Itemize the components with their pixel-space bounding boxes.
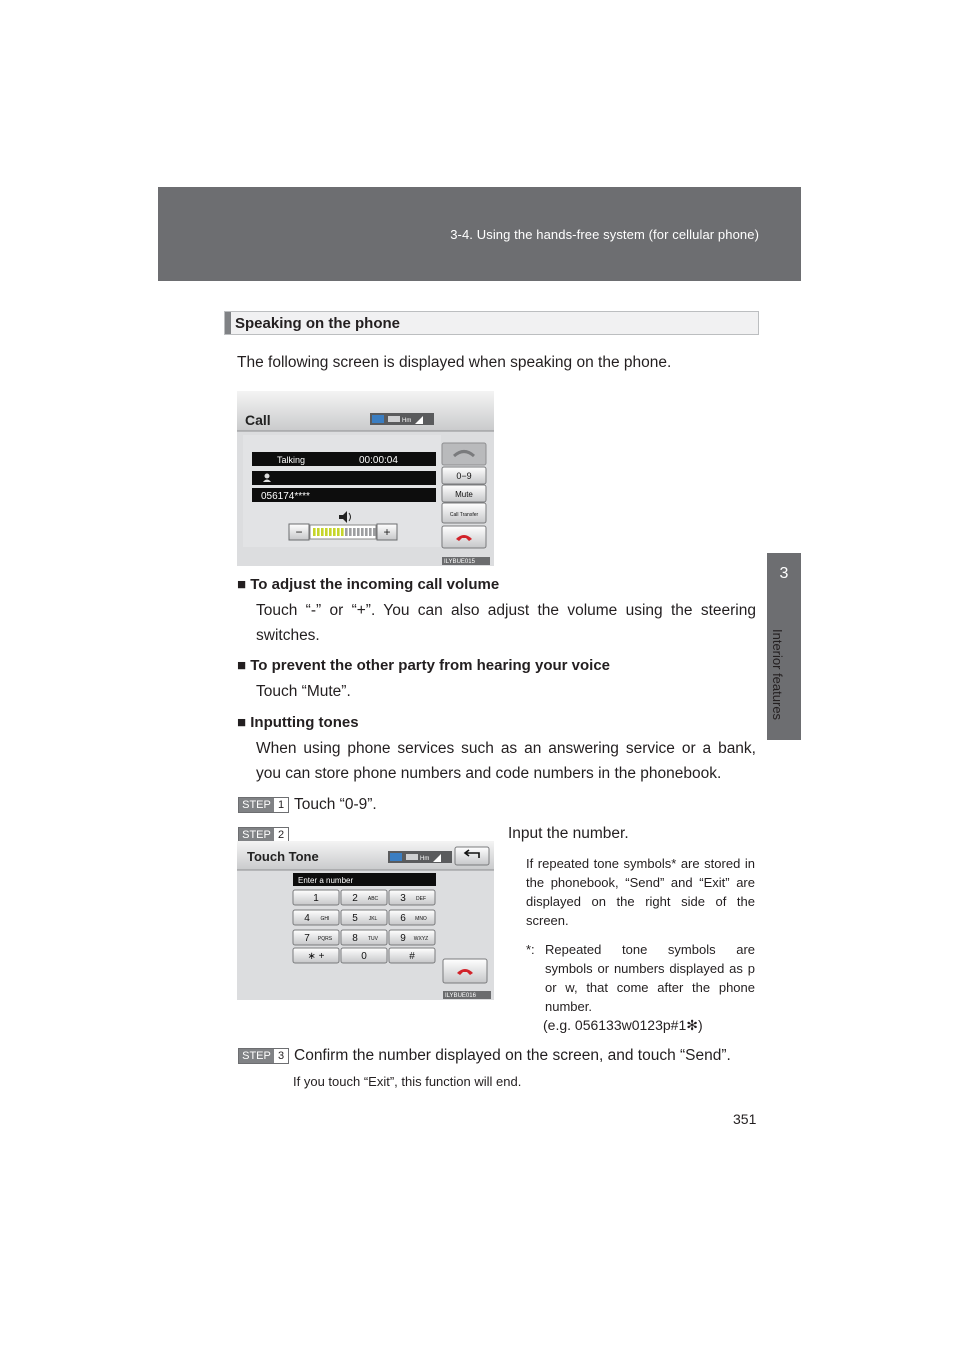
- volume-bar: [345, 528, 348, 536]
- volume-bar: [365, 528, 368, 536]
- contact-icon: [265, 474, 270, 479]
- footnote-example: (e.g. 056133w0123p#1✻): [543, 1017, 703, 1033]
- keypad-key-face[interactable]: [341, 930, 387, 945]
- call-number: 056174****: [261, 491, 310, 502]
- keypad-key-digit: ∗ +: [307, 951, 325, 962]
- keypad-key-5[interactable]: [341, 910, 387, 925]
- step-2-number: 2: [277, 829, 285, 841]
- volume-bar: [369, 528, 372, 536]
- step-2-text: Input the number.: [508, 825, 629, 842]
- volume-bar: [361, 528, 364, 536]
- header-section-title: 3-4. Using the hands-free system (for cellular phone): [450, 227, 759, 242]
- step-3-note: If you touch “Exit”, this function will end.: [293, 1074, 522, 1089]
- contact-row: [252, 471, 436, 485]
- intro-text: The following screen is displayed when speaking on the phone.: [237, 354, 672, 371]
- volume-bar: [325, 528, 328, 536]
- keypad-key-digit: 2: [352, 893, 358, 904]
- mute-button-label: Mute: [455, 490, 473, 499]
- section-heading-mark: [225, 312, 231, 334]
- keypad-key-letters: ABC: [367, 896, 379, 902]
- volume-bar: [329, 528, 332, 536]
- keypad-key-letters: PQRS: [317, 936, 333, 942]
- volume-bar: [373, 528, 376, 536]
- touch-tone-title: Touch Tone: [247, 849, 319, 864]
- touch-tone-screen-image: [237, 841, 494, 1000]
- call-status: Talking: [277, 455, 306, 465]
- tone-home-network-label: Hm: [420, 856, 430, 862]
- section-heading: [224, 311, 759, 335]
- footnote-marker: *:: [526, 942, 535, 957]
- keypad-key-digit: 8: [352, 933, 358, 944]
- back-button[interactable]: [455, 847, 489, 865]
- keypad-key-letters: JKL: [368, 916, 378, 922]
- keypad-key-face[interactable]: [389, 910, 435, 925]
- keypad-key-digit: 9: [400, 933, 406, 944]
- volume-bar: [333, 528, 336, 536]
- number-entry-label: Enter a number: [298, 876, 354, 885]
- keypad-key-8[interactable]: [341, 930, 387, 945]
- keypad-key-hash[interactable]: [389, 948, 435, 963]
- keypad-key-letters: MNO: [415, 916, 427, 922]
- keypad-key-digit: 4: [304, 913, 310, 924]
- step-2-note: If repeated tone symbols* are stored in the phonebook, “Send” and “Exit” are displayed on the right side of the screen.: [526, 856, 755, 928]
- call-transfer-label: Call Transfer: [449, 512, 479, 518]
- keypad-key-face[interactable]: [293, 930, 339, 945]
- bullet-body-volume: Touch “-” or “+”. You can also adjust the volume using the steering switches.: [256, 602, 756, 644]
- page-number: 351: [733, 1111, 757, 1127]
- home-network-label: Hm: [402, 418, 412, 424]
- bullet-heading-tones-text: Inputting tones: [250, 714, 359, 731]
- keypad-key-starplus[interactable]: [293, 948, 339, 963]
- battery-icon: [388, 416, 400, 422]
- keypad-key-letters: DEF: [416, 896, 426, 902]
- keypad-key-digit: 0: [361, 951, 367, 962]
- tone-image-code: ILYBUE016: [445, 993, 476, 999]
- volume-bar: [313, 528, 316, 536]
- bullet-heading-tones: ■ Inputting tones: [237, 714, 359, 731]
- step-3-number: 3: [277, 1050, 285, 1062]
- tone-bluetooth-icon: [390, 853, 402, 861]
- keypad-key-digit: #: [409, 951, 415, 962]
- volume-bar: [337, 528, 340, 536]
- keypad-key-face[interactable]: [341, 890, 387, 905]
- bullet-heading-mute-text: To prevent the other party from hearing your voice: [250, 657, 611, 674]
- chapter-number: 3: [779, 565, 789, 582]
- bullet-heading-volume-text: To adjust the incoming call volume: [250, 576, 500, 593]
- keypad-key-3[interactable]: [389, 890, 435, 905]
- section-title: Speaking on the phone: [235, 315, 401, 332]
- chapter-label: Interior features: [770, 629, 785, 721]
- step-3-badge: [238, 1048, 289, 1064]
- bluetooth-icon: [372, 415, 384, 423]
- chapter-label-wrap: [770, 629, 800, 735]
- volume-bar: [357, 528, 360, 536]
- step-1-text: Touch “0-9”.: [294, 796, 377, 813]
- keypad-key-letters: WXYZ: [413, 936, 429, 942]
- keypad-key-digit: 5: [352, 913, 358, 924]
- volume-bar: [341, 528, 344, 536]
- keypad-key-face[interactable]: [293, 910, 339, 925]
- bullet-heading-volume: ■ To adjust the incoming call volume: [237, 576, 500, 593]
- keypad-key-face[interactable]: [341, 910, 387, 925]
- keypad-key-letters: GHI: [320, 916, 330, 922]
- volume-bar: [353, 528, 356, 536]
- call-title: Call: [245, 412, 271, 428]
- keypad-key-digit: 1: [313, 893, 319, 904]
- step-1-badge: [238, 797, 289, 813]
- keypad-key-4[interactable]: [293, 910, 339, 925]
- tone-battery-icon: [406, 854, 418, 860]
- keypad-key-digit: 3: [400, 893, 406, 904]
- keypad-key-letters: TUV: [368, 936, 378, 942]
- call-screen-image: [237, 391, 494, 566]
- volume-plus-label: +: [383, 525, 391, 539]
- keypad-key-2[interactable]: [341, 890, 387, 905]
- keypad-key-face[interactable]: [389, 890, 435, 905]
- keypad-key-digit: 6: [400, 913, 406, 924]
- keypad-key-1[interactable]: [293, 890, 339, 905]
- step-2-label: STEP: [239, 828, 274, 842]
- header-band: [158, 187, 801, 281]
- step-3-label: STEP: [239, 1049, 274, 1063]
- call-timer: 00:00:04: [359, 455, 398, 466]
- keypad-key-7[interactable]: [293, 930, 339, 945]
- keypad-key-0[interactable]: [341, 948, 387, 963]
- step-1-number: 1: [277, 799, 285, 811]
- keypad-key-6[interactable]: [389, 910, 435, 925]
- bullet-body-tones: When using phone services such as an answering service or a bank, you can store phone numbers and code numbers in the phonebook.: [256, 740, 756, 782]
- keypad-key-digit: 7: [304, 933, 310, 944]
- hang-up-disabled-button: [442, 443, 486, 465]
- bullet-body-mute: Touch “Mute”.: [256, 683, 351, 700]
- volume-bar: [349, 528, 352, 536]
- footnote-text: Repeated tone symbols are symbols or numbers displayed as p or w, that come after the phone number.: [545, 942, 755, 1014]
- keypad-button-label: 0−9: [456, 471, 472, 481]
- volume-minus-label: −: [295, 525, 303, 539]
- call-image-code: ILYBUE015: [444, 559, 475, 565]
- keypad-key-9[interactable]: [389, 930, 435, 945]
- step-3-text: Confirm the number displayed on the screen, and touch “Send”.: [294, 1047, 731, 1064]
- volume-bar: [321, 528, 324, 536]
- volume-bar: [317, 528, 320, 536]
- step-1-label: STEP: [239, 798, 274, 812]
- bullet-heading-mute: ■ To prevent the other party from hearing your voice: [237, 657, 611, 674]
